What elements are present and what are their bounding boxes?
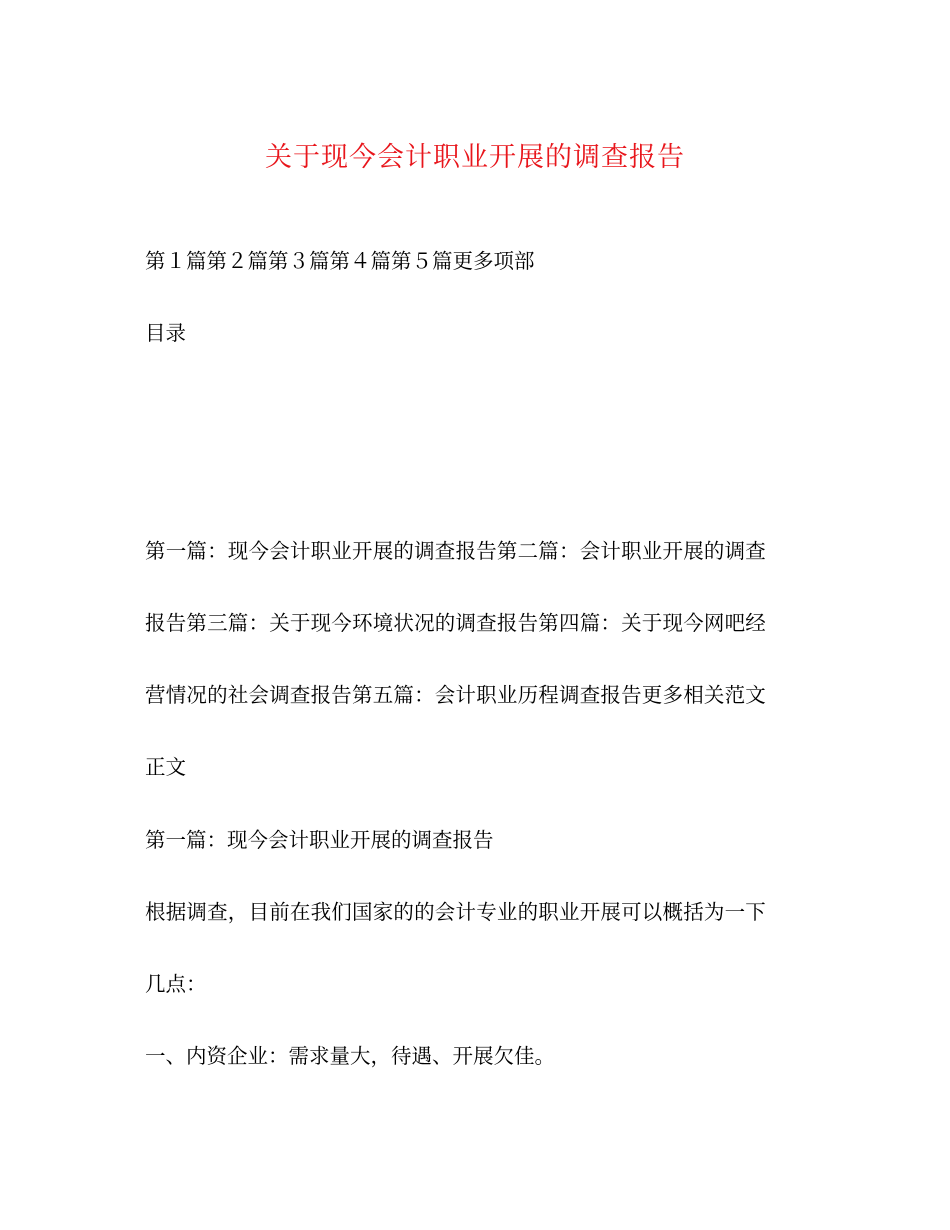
chapter-nav-line: 第１篇第２篇第３篇第４篇第５篇更多项部 (145, 249, 535, 273)
paragraph-line-3: 一、内资企业：需求量大，待遇、开展欠佳。 (145, 1044, 555, 1068)
body-heading: 正文 (145, 755, 186, 779)
toc-line-3: 营情况的社会调查报告第五篇：会计职业历程调查报告更多相关范文 (145, 683, 766, 707)
paragraph-line-1: 根据调查，目前在我们国家的的会计专业的职业开展可以概括为一下 (145, 900, 766, 924)
section-heading: 第一篇：现今会计职业开展的调查报告 (145, 828, 494, 852)
toc-heading: 目录 (145, 321, 186, 345)
paragraph-line-2: 几点： (145, 972, 207, 996)
document-title: 关于现今会计职业开展的调查报告 (265, 142, 685, 173)
toc-line-2: 报告第三篇：关于现今环境状况的调查报告第四篇：关于现今网吧经 (145, 611, 766, 635)
toc-line-1: 第一篇：现今会计职业开展的调查报告第二篇：会计职业开展的调查 (145, 539, 766, 563)
